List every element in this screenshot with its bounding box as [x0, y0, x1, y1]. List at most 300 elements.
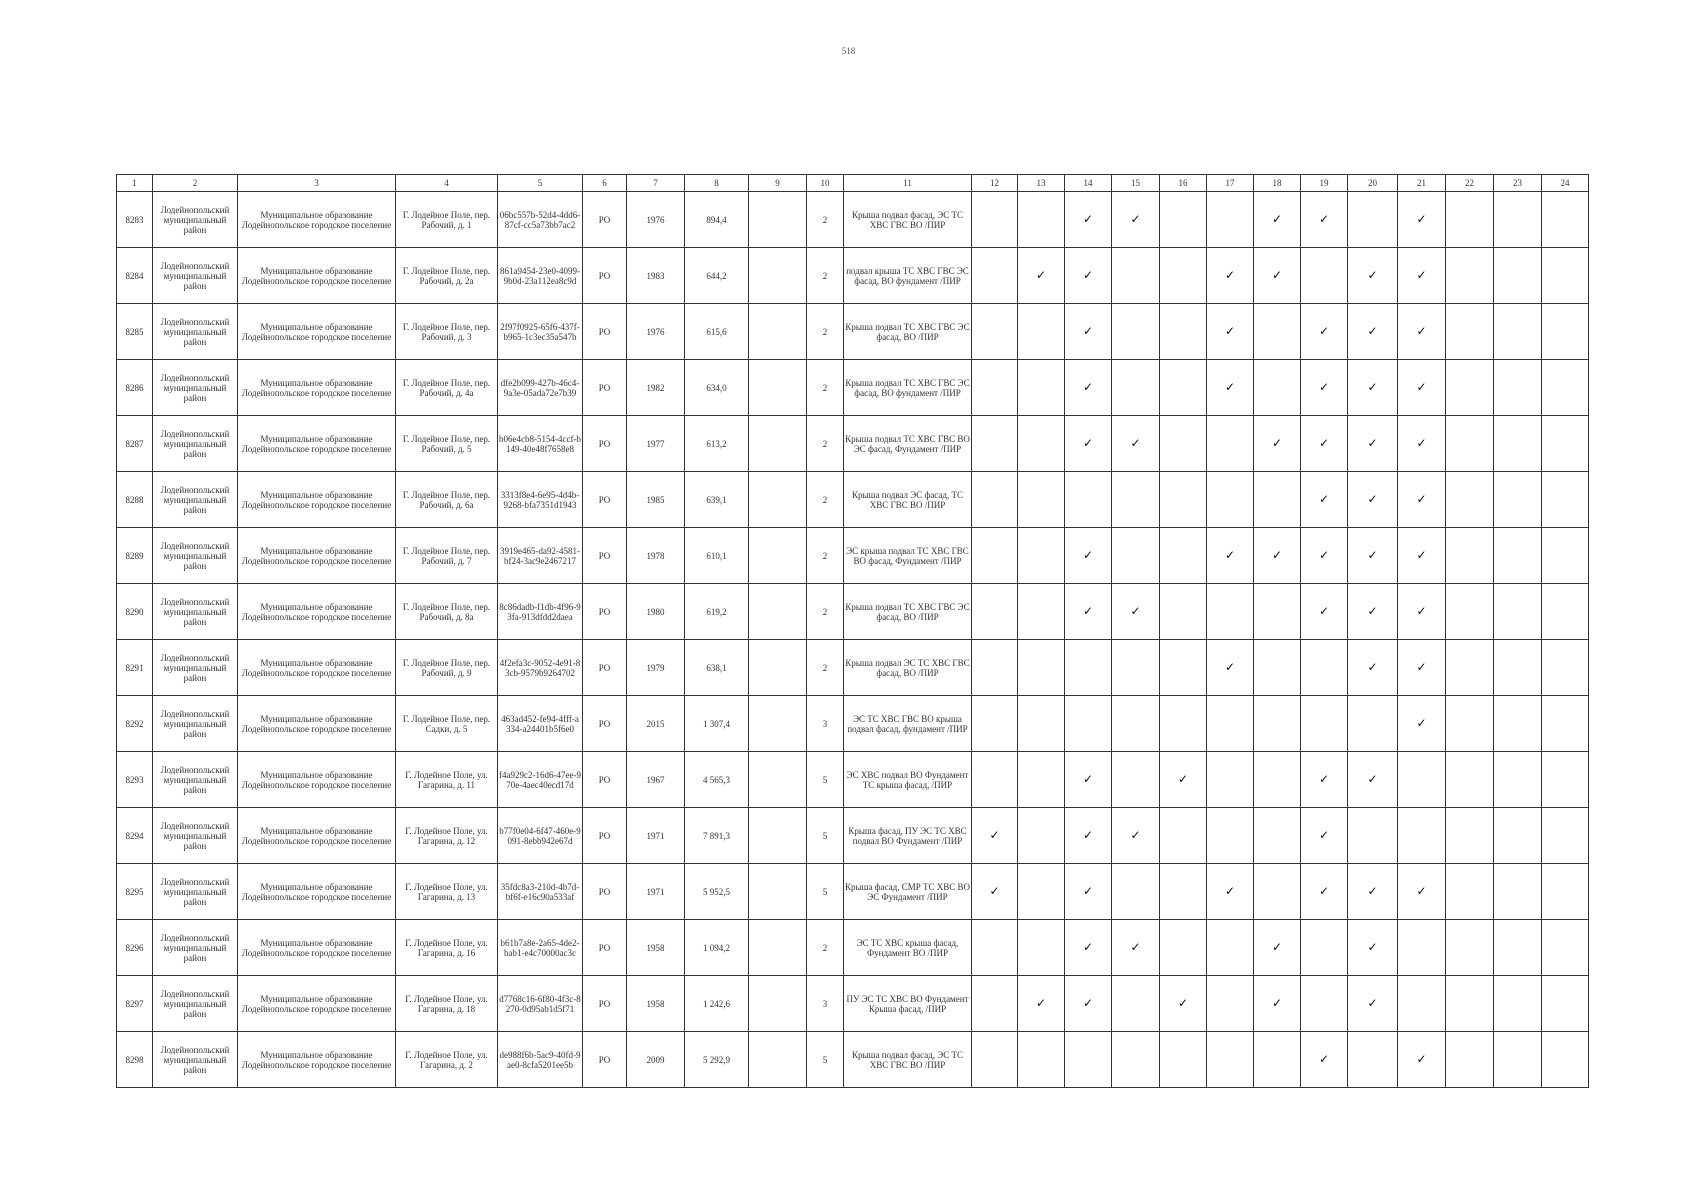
- district-cell: Лодейнопольский муниципальный район: [153, 640, 238, 696]
- check-mark-icon: ✓: [1367, 492, 1378, 506]
- column-header-24: 24: [1542, 175, 1589, 192]
- work-column-16-cell: [1160, 472, 1207, 528]
- address-cell: Г. Лодейное Поле, пер. Рабочий, д. 7: [396, 528, 498, 584]
- check-mark-icon: ✓: [1177, 996, 1189, 1010]
- works-cell: Крыша подвал ЭС фасад, ТС ХВС ГВС ВО /ПИР: [844, 472, 972, 528]
- work-column-18-cell: [1254, 584, 1301, 640]
- work-column-23-cell: [1494, 248, 1542, 304]
- work-column-22-cell: [1446, 192, 1494, 248]
- year-cell: 1978: [627, 528, 685, 584]
- floors-cell: 2: [807, 640, 844, 696]
- municipality-cell: Муниципальное образование Лодейнопольское городское поселение: [238, 584, 396, 640]
- check-mark-icon: ✓: [1367, 996, 1378, 1010]
- check-mark-icon: ✓: [1271, 268, 1283, 282]
- work-column-15-cell: [1112, 920, 1160, 976]
- work-column-12-cell: [972, 864, 1018, 920]
- year-cell: 1976: [627, 304, 685, 360]
- check-mark-icon: ✓: [1367, 268, 1378, 282]
- address-cell: Г. Лодейное Поле, пер. Рабочий, д. 2а: [396, 248, 498, 304]
- work-column-20-cell: [1348, 528, 1398, 584]
- year-cell: 1985: [627, 472, 685, 528]
- check-mark-icon: ✓: [1367, 436, 1378, 450]
- work-column-20-cell: [1348, 248, 1398, 304]
- work-column-20-cell: [1348, 304, 1398, 360]
- work-column-21-cell: [1398, 976, 1446, 1032]
- column-9-cell: [749, 248, 807, 304]
- work-column-13-cell: [1018, 416, 1065, 472]
- column-header-21: 21: [1398, 175, 1446, 192]
- check-mark-icon: ✓: [1416, 548, 1427, 562]
- check-mark-icon: ✓: [1318, 492, 1330, 506]
- work-column-22-cell: [1446, 360, 1494, 416]
- work-column-15-cell: [1112, 1032, 1160, 1088]
- check-mark-icon: ✓: [1082, 380, 1094, 394]
- year-cell: 1980: [627, 584, 685, 640]
- table-row: [117, 752, 1589, 808]
- work-column-12-cell: [972, 360, 1018, 416]
- work-column-15-cell: [1112, 304, 1160, 360]
- work-column-21-cell: [1398, 584, 1446, 640]
- type-cell: РО: [583, 864, 627, 920]
- area-cell: 619,2: [685, 584, 749, 640]
- works-cell: подвал крыша ТС ХВС ГВС ЭС фасад, ВО фундамент /ПИР: [844, 248, 972, 304]
- year-cell: 2015: [627, 696, 685, 752]
- check-mark-icon: ✓: [1367, 660, 1378, 674]
- work-column-21-cell: [1398, 696, 1446, 752]
- work-column-15-cell: [1112, 752, 1160, 808]
- work-column-24-cell: [1542, 864, 1589, 920]
- work-column-21-cell: [1398, 416, 1446, 472]
- work-column-12-cell: [972, 1032, 1018, 1088]
- table-row: [117, 528, 1589, 584]
- check-mark-icon: ✓: [1318, 436, 1330, 450]
- municipality-cell: Муниципальное образование Лодейнопольское городское поселение: [238, 248, 396, 304]
- check-mark-icon: ✓: [1271, 996, 1283, 1010]
- works-cell: ЭС ТС ХВС крыша фасад, Фундамент ВО /ПИР: [844, 920, 972, 976]
- works-cell: Крыша подвал ТС ХВС ГВС ВО ЭС фасад, Фундамент /ПИР: [844, 416, 972, 472]
- type-cell: РО: [583, 360, 627, 416]
- work-column-24-cell: [1542, 248, 1589, 304]
- work-column-16-cell: [1160, 976, 1207, 1032]
- address-cell: Г. Лодейное Поле, ул. Гагарина, д. 11: [396, 752, 498, 808]
- work-column-15-cell: [1112, 640, 1160, 696]
- header-row: [117, 175, 1589, 192]
- check-mark-icon: ✓: [1130, 212, 1141, 226]
- area-cell: 5 292,9: [685, 1032, 749, 1088]
- check-mark-icon: ✓: [1416, 716, 1427, 730]
- work-column-14-cell: [1065, 192, 1112, 248]
- work-column-23-cell: [1494, 920, 1542, 976]
- municipality-cell: Муниципальное образование Лодейнопольское городское поселение: [238, 864, 396, 920]
- work-column-13-cell: [1018, 248, 1065, 304]
- check-mark-icon: ✓: [1082, 324, 1094, 338]
- column-9-cell: [749, 640, 807, 696]
- type-cell: РО: [583, 192, 627, 248]
- work-column-20-cell: [1348, 640, 1398, 696]
- work-column-23-cell: [1494, 976, 1542, 1032]
- type-cell: РО: [583, 416, 627, 472]
- house-id-cell: 3919e465-da92-4581-bf24-3ac9e2467217: [498, 528, 583, 584]
- column-header-20: 20: [1348, 175, 1398, 192]
- column-header-15: 15: [1112, 175, 1160, 192]
- address-cell: Г. Лодейное Поле, пер. Рабочий, д. 1: [396, 192, 498, 248]
- house-id-cell: b77f0e04-6f47-460e-9091-8ebb942e67d: [498, 808, 583, 864]
- works-cell: ЭС ТС ХВС ГВС ВО крыша подвал фасад, фундамент /ПИР: [844, 696, 972, 752]
- check-mark-icon: ✓: [1082, 828, 1094, 842]
- work-column-12-cell: [972, 192, 1018, 248]
- table-row: [117, 248, 1589, 304]
- work-column-15-cell: [1112, 192, 1160, 248]
- work-column-20-cell: [1348, 472, 1398, 528]
- district-cell: Лодейнопольский муниципальный район: [153, 976, 238, 1032]
- municipality-cell: Муниципальное образование Лодейнопольское городское поселение: [238, 1032, 396, 1088]
- row-number: 8290: [117, 584, 153, 640]
- work-column-17-cell: [1207, 528, 1254, 584]
- year-cell: 1983: [627, 248, 685, 304]
- column-header-13: 13: [1018, 175, 1065, 192]
- check-mark-icon: ✓: [989, 884, 1000, 898]
- floors-cell: 3: [807, 696, 844, 752]
- check-mark-icon: ✓: [1367, 604, 1378, 618]
- work-column-17-cell: [1207, 248, 1254, 304]
- address-cell: Г. Лодейное Поле, пер. Рабочий, д. 9: [396, 640, 498, 696]
- address-cell: Г. Лодейное Поле, пер. Рабочий, д. 3: [396, 304, 498, 360]
- municipality-cell: Муниципальное образование Лодейнопольское городское поселение: [238, 976, 396, 1032]
- year-cell: 1958: [627, 920, 685, 976]
- check-mark-icon: ✓: [1367, 548, 1378, 562]
- check-mark-icon: ✓: [1367, 772, 1378, 786]
- floors-cell: 2: [807, 920, 844, 976]
- type-cell: РО: [583, 584, 627, 640]
- works-cell: Крыша подвал ЭС ТС ХВС ГВС фасад, ВО /ПИР: [844, 640, 972, 696]
- work-column-20-cell: [1348, 696, 1398, 752]
- floors-cell: 2: [807, 584, 844, 640]
- address-cell: Г. Лодейное Поле, пер. Рабочий, д. 8а: [396, 584, 498, 640]
- area-cell: 1 094,2: [685, 920, 749, 976]
- column-header-19: 19: [1301, 175, 1348, 192]
- type-cell: РО: [583, 472, 627, 528]
- work-column-24-cell: [1542, 752, 1589, 808]
- check-mark-icon: ✓: [1224, 660, 1236, 674]
- work-column-12-cell: [972, 304, 1018, 360]
- work-column-14-cell: [1065, 248, 1112, 304]
- work-column-15-cell: [1112, 584, 1160, 640]
- area-cell: 634,0: [685, 360, 749, 416]
- work-column-20-cell: [1348, 976, 1398, 1032]
- register-table: [116, 174, 1589, 1088]
- work-column-16-cell: [1160, 864, 1207, 920]
- house-id-cell: d7768c16-6f80-4f3c-8270-0d95ab1d5f71: [498, 976, 583, 1032]
- floors-cell: 5: [807, 752, 844, 808]
- check-mark-icon: ✓: [1130, 828, 1141, 842]
- check-mark-icon: ✓: [1367, 884, 1378, 898]
- work-column-17-cell: [1207, 304, 1254, 360]
- row-number: 8285: [117, 304, 153, 360]
- work-column-16-cell: [1160, 248, 1207, 304]
- work-column-18-cell: [1254, 920, 1301, 976]
- address-cell: Г. Лодейное Поле, ул. Гагарина, д. 2: [396, 1032, 498, 1088]
- works-cell: Крыша подвал ТС ХВС ГВС ЭС фасад, ВО фундамент /ПИР: [844, 360, 972, 416]
- work-column-13-cell: [1018, 472, 1065, 528]
- check-mark-icon: ✓: [1367, 940, 1378, 954]
- column-9-cell: [749, 528, 807, 584]
- work-column-13-cell: [1018, 752, 1065, 808]
- work-column-21-cell: [1398, 528, 1446, 584]
- work-column-12-cell: [972, 752, 1018, 808]
- municipality-cell: Муниципальное образование Лодейнопольское городское поселение: [238, 192, 396, 248]
- floors-cell: 3: [807, 976, 844, 1032]
- work-column-13-cell: [1018, 640, 1065, 696]
- column-header-2: 2: [153, 175, 238, 192]
- work-column-17-cell: [1207, 752, 1254, 808]
- works-cell: Крыша подвал ТС ХВС ГВС ЭС фасад, ВО /ПИР: [844, 304, 972, 360]
- work-column-19-cell: [1301, 416, 1348, 472]
- work-column-21-cell: [1398, 248, 1446, 304]
- type-cell: РО: [583, 528, 627, 584]
- column-9-cell: [749, 472, 807, 528]
- column-9-cell: [749, 360, 807, 416]
- area-cell: 7 891,3: [685, 808, 749, 864]
- row-number: 8291: [117, 640, 153, 696]
- district-cell: Лодейнопольский муниципальный район: [153, 528, 238, 584]
- column-9-cell: [749, 416, 807, 472]
- works-cell: Крыша подвал фасад, ЭС ТС ХВС ГВС ВО /ПИР: [844, 1032, 972, 1088]
- check-mark-icon: ✓: [1224, 548, 1236, 562]
- municipality-cell: Муниципальное образование Лодейнопольское городское поселение: [238, 808, 396, 864]
- column-header-22: 22: [1446, 175, 1494, 192]
- check-mark-icon: ✓: [1082, 212, 1094, 226]
- municipality-cell: Муниципальное образование Лодейнопольское городское поселение: [238, 416, 396, 472]
- work-column-23-cell: [1494, 808, 1542, 864]
- work-column-21-cell: [1398, 304, 1446, 360]
- work-column-19-cell: [1301, 1032, 1348, 1088]
- work-column-23-cell: [1494, 192, 1542, 248]
- check-mark-icon: ✓: [1082, 548, 1094, 562]
- floors-cell: 2: [807, 416, 844, 472]
- column-header-7: 7: [627, 175, 685, 192]
- work-column-16-cell: [1160, 192, 1207, 248]
- work-column-18-cell: [1254, 304, 1301, 360]
- work-column-24-cell: [1542, 1032, 1589, 1088]
- work-column-23-cell: [1494, 640, 1542, 696]
- work-column-14-cell: [1065, 584, 1112, 640]
- work-column-13-cell: [1018, 696, 1065, 752]
- area-cell: 615,6: [685, 304, 749, 360]
- floors-cell: 5: [807, 1032, 844, 1088]
- work-column-20-cell: [1348, 864, 1398, 920]
- work-column-19-cell: [1301, 528, 1348, 584]
- check-mark-icon: ✓: [1082, 436, 1094, 450]
- work-column-18-cell: [1254, 808, 1301, 864]
- year-cell: 1958: [627, 976, 685, 1032]
- work-column-19-cell: [1301, 752, 1348, 808]
- work-column-24-cell: [1542, 696, 1589, 752]
- check-mark-icon: ✓: [1416, 1052, 1427, 1066]
- column-9-cell: [749, 976, 807, 1032]
- year-cell: 1976: [627, 192, 685, 248]
- check-mark-icon: ✓: [1416, 660, 1427, 674]
- work-column-21-cell: [1398, 472, 1446, 528]
- municipality-cell: Муниципальное образование Лодейнопольское городское поселение: [238, 696, 396, 752]
- type-cell: РО: [583, 304, 627, 360]
- type-cell: РО: [583, 640, 627, 696]
- work-column-23-cell: [1494, 360, 1542, 416]
- work-column-22-cell: [1446, 976, 1494, 1032]
- work-column-24-cell: [1542, 304, 1589, 360]
- check-mark-icon: ✓: [1082, 604, 1094, 618]
- work-column-16-cell: [1160, 752, 1207, 808]
- check-mark-icon: ✓: [1318, 212, 1330, 226]
- check-mark-icon: ✓: [989, 828, 1000, 842]
- work-column-15-cell: [1112, 248, 1160, 304]
- column-9-cell: [749, 1032, 807, 1088]
- municipality-cell: Муниципальное образование Лодейнопольское городское поселение: [238, 472, 396, 528]
- column-header-9: 9: [749, 175, 807, 192]
- check-mark-icon: ✓: [1416, 436, 1427, 450]
- area-cell: 894,4: [685, 192, 749, 248]
- district-cell: Лодейнопольский муниципальный район: [153, 248, 238, 304]
- work-column-17-cell: [1207, 808, 1254, 864]
- house-id-cell: f4a929c2-16d6-47ee-970e-4aec40ecd17d: [498, 752, 583, 808]
- row-number: 8295: [117, 864, 153, 920]
- column-9-cell: [749, 304, 807, 360]
- municipality-cell: Муниципальное образование Лодейнопольское городское поселение: [238, 360, 396, 416]
- house-id-cell: 35fdc8a3-210d-4b7d-bf6f-e16c90a533af: [498, 864, 583, 920]
- house-id-cell: de988f6b-5ac9-40fd-9ae0-8cfa5201ee5b: [498, 1032, 583, 1088]
- check-mark-icon: ✓: [1177, 772, 1189, 786]
- district-cell: Лодейнопольский муниципальный район: [153, 304, 238, 360]
- type-cell: РО: [583, 808, 627, 864]
- work-column-12-cell: [972, 808, 1018, 864]
- work-column-22-cell: [1446, 584, 1494, 640]
- work-column-18-cell: [1254, 976, 1301, 1032]
- work-column-16-cell: [1160, 528, 1207, 584]
- check-mark-icon: ✓: [1318, 828, 1330, 842]
- table-row: [117, 1032, 1589, 1088]
- municipality-cell: Муниципальное образование Лодейнопольское городское поселение: [238, 752, 396, 808]
- check-mark-icon: ✓: [1416, 884, 1427, 898]
- work-column-12-cell: [972, 696, 1018, 752]
- year-cell: 1977: [627, 416, 685, 472]
- work-column-20-cell: [1348, 360, 1398, 416]
- work-column-19-cell: [1301, 360, 1348, 416]
- check-mark-icon: ✓: [1224, 884, 1236, 898]
- work-column-14-cell: [1065, 920, 1112, 976]
- work-column-23-cell: [1494, 584, 1542, 640]
- table-row: [117, 808, 1589, 864]
- check-mark-icon: ✓: [1082, 268, 1094, 282]
- municipality-cell: Муниципальное образование Лодейнопольское городское поселение: [238, 920, 396, 976]
- work-column-19-cell: [1301, 472, 1348, 528]
- work-column-12-cell: [972, 472, 1018, 528]
- year-cell: 1982: [627, 360, 685, 416]
- table-row: [117, 864, 1589, 920]
- municipality-cell: Муниципальное образование Лодейнопольское городское поселение: [238, 528, 396, 584]
- work-column-14-cell: [1065, 528, 1112, 584]
- area-cell: 639,1: [685, 472, 749, 528]
- check-mark-icon: ✓: [1271, 212, 1283, 226]
- check-mark-icon: ✓: [1224, 268, 1236, 282]
- district-cell: Лодейнопольский муниципальный район: [153, 1032, 238, 1088]
- work-column-22-cell: [1446, 864, 1494, 920]
- check-mark-icon: ✓: [1367, 324, 1378, 338]
- work-column-14-cell: [1065, 472, 1112, 528]
- work-column-22-cell: [1446, 640, 1494, 696]
- check-mark-icon: ✓: [1082, 884, 1094, 898]
- work-column-23-cell: [1494, 864, 1542, 920]
- floors-cell: 2: [807, 304, 844, 360]
- column-header-3: 3: [238, 175, 396, 192]
- floors-cell: 2: [807, 528, 844, 584]
- work-column-13-cell: [1018, 808, 1065, 864]
- district-cell: Лодейнопольский муниципальный район: [153, 920, 238, 976]
- work-column-18-cell: [1254, 1032, 1301, 1088]
- work-column-13-cell: [1018, 864, 1065, 920]
- table-row: [117, 192, 1589, 248]
- column-9-cell: [749, 584, 807, 640]
- check-mark-icon: ✓: [1271, 940, 1283, 954]
- column-9-cell: [749, 696, 807, 752]
- work-column-24-cell: [1542, 920, 1589, 976]
- works-cell: Крыша фасад, СМР ТС ХВС ВО ЭС Фундамент /ПИР: [844, 864, 972, 920]
- work-column-22-cell: [1446, 472, 1494, 528]
- work-column-24-cell: [1542, 192, 1589, 248]
- work-column-24-cell: [1542, 976, 1589, 1032]
- work-column-20-cell: [1348, 192, 1398, 248]
- work-column-14-cell: [1065, 416, 1112, 472]
- check-mark-icon: ✓: [1130, 940, 1141, 954]
- table-row: [117, 640, 1589, 696]
- work-column-22-cell: [1446, 528, 1494, 584]
- work-column-19-cell: [1301, 976, 1348, 1032]
- work-column-23-cell: [1494, 472, 1542, 528]
- house-id-cell: 2f97f0925-65f6-437f-b965-1c3ec35a547b: [498, 304, 583, 360]
- column-header-8: 8: [685, 175, 749, 192]
- work-column-18-cell: [1254, 416, 1301, 472]
- work-column-21-cell: [1398, 1032, 1446, 1088]
- work-column-24-cell: [1542, 808, 1589, 864]
- district-cell: Лодейнопольский муниципальный район: [153, 360, 238, 416]
- work-column-17-cell: [1207, 360, 1254, 416]
- work-column-16-cell: [1160, 696, 1207, 752]
- work-column-13-cell: [1018, 304, 1065, 360]
- work-column-17-cell: [1207, 920, 1254, 976]
- check-mark-icon: ✓: [1271, 436, 1283, 450]
- work-column-22-cell: [1446, 696, 1494, 752]
- district-cell: Лодейнопольский муниципальный район: [153, 864, 238, 920]
- work-column-12-cell: [972, 976, 1018, 1032]
- column-header-1: 1: [117, 175, 153, 192]
- table-row: [117, 416, 1589, 472]
- works-cell: Крыша фасад, ПУ ЭС ТС ХВС подвал ВО Фундамент /ПИР: [844, 808, 972, 864]
- work-column-17-cell: [1207, 976, 1254, 1032]
- work-column-12-cell: [972, 248, 1018, 304]
- district-cell: Лодейнопольский муниципальный район: [153, 416, 238, 472]
- work-column-19-cell: [1301, 248, 1348, 304]
- house-id-cell: 861a9454-23e0-4099-9b0d-23a112ea8c9d: [498, 248, 583, 304]
- check-mark-icon: ✓: [1224, 380, 1236, 394]
- work-column-16-cell: [1160, 304, 1207, 360]
- work-column-19-cell: [1301, 584, 1348, 640]
- work-column-20-cell: [1348, 584, 1398, 640]
- work-column-14-cell: [1065, 808, 1112, 864]
- work-column-19-cell: [1301, 864, 1348, 920]
- work-column-20-cell: [1348, 752, 1398, 808]
- work-column-17-cell: [1207, 1032, 1254, 1088]
- work-column-23-cell: [1494, 416, 1542, 472]
- work-column-21-cell: [1398, 920, 1446, 976]
- works-cell: Крыша подвал ТС ХВС ГВС ЭС фасад, ВО /ПИР: [844, 584, 972, 640]
